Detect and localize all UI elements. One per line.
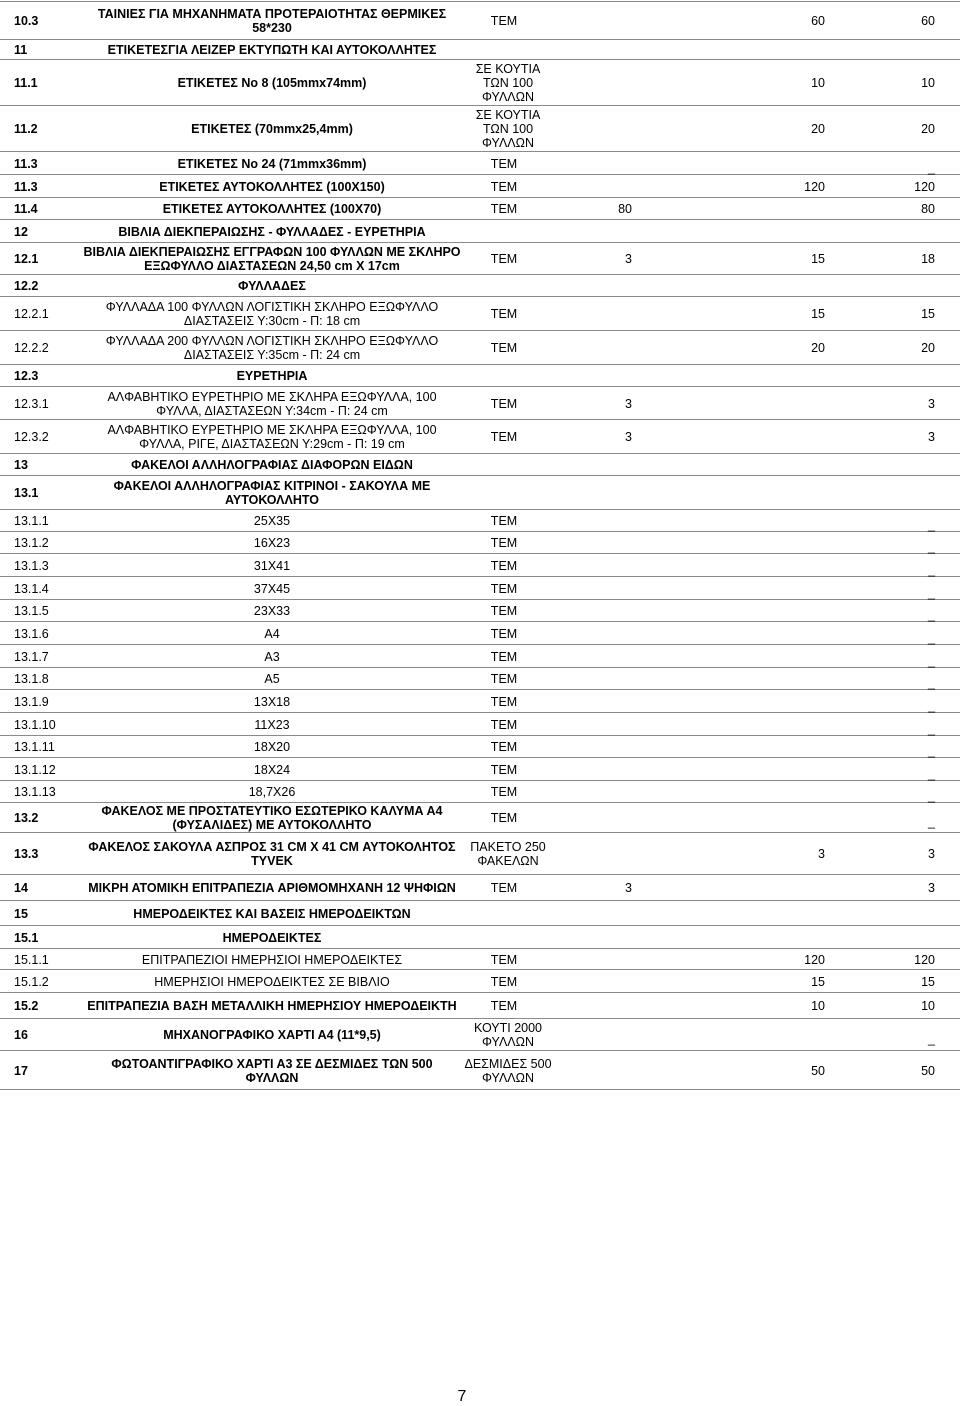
quantity-2: 50 xyxy=(811,1063,825,1078)
row-divider xyxy=(0,475,960,476)
item-description: ΕΠΙΤΡΑΠΕΖΙΑ ΒΑΣΗ ΜΕΤΑΛΛΙΚΗ ΗΜΕΡΗΣΙΟΥ ΗΜΕΡΟΔΕΙΚΤΗ xyxy=(87,999,457,1013)
item-code: 11.3 xyxy=(14,179,38,194)
item-description: 18,7Χ26 xyxy=(248,785,296,799)
item-code: 11.4 xyxy=(14,202,38,216)
item-unit: ΚΟΥΤΙ 2000 xyxy=(474,1021,542,1035)
quantity-2: 20 xyxy=(811,341,825,355)
row-divider xyxy=(0,39,960,40)
row-divider xyxy=(0,553,960,554)
item-description: 58*230 xyxy=(252,21,292,35)
item-code: 12.2.1 xyxy=(14,307,49,321)
item-description: ΕΤΙΚΕΤΕΣ ΑΥΤΟΚΟΛΛΗΤΕΣ (100Χ150) xyxy=(159,179,385,194)
quantity-2: 120 xyxy=(804,179,825,194)
item-code: 13.1.2 xyxy=(14,536,49,550)
item-description: ΜΙΚΡΗ ΑΤΟΜΙΚΗ ΕΠΙΤΡΑΠΕΖΙΑ ΑΡΙΘΜΟΜΗΧΑΝΗ 12 ΨΗΦΙΩΝ xyxy=(88,881,456,895)
quantity-2: 60 xyxy=(811,14,825,28)
quantity-total: _ xyxy=(928,815,935,829)
row-divider xyxy=(0,274,960,275)
item-unit: ΤΕΜ xyxy=(490,672,518,686)
row-divider xyxy=(0,576,960,577)
row-divider xyxy=(0,330,960,331)
row-divider xyxy=(0,780,960,781)
item-code: 13.1.1 xyxy=(14,514,49,528)
item-unit: ΔΕΣΜΙΔΕΣ 500 xyxy=(464,1056,552,1071)
quantity-total: 50 xyxy=(921,1063,935,1078)
quantity-total: 20 xyxy=(921,122,935,136)
quantity-total: 15 xyxy=(921,974,935,989)
row-divider xyxy=(0,1,960,2)
quantity-total: 20 xyxy=(921,341,935,355)
row-divider xyxy=(0,757,960,758)
quantity-total: 80 xyxy=(921,202,935,216)
item-description: ΕΞΩΦΥΛΛΟ ΔΙΑΣΤΑΣΕΩΝ 24,50 cm Χ 17cm xyxy=(144,259,400,273)
quantity-total: _ xyxy=(928,562,935,577)
item-unit: ΦΥΛΛΩΝ xyxy=(481,1035,535,1049)
row-divider xyxy=(0,509,960,510)
quantity-total: _ xyxy=(928,518,935,532)
item-unit: ΦΑΚΕΛΩΝ xyxy=(477,854,539,868)
item-description: ΦΑΚΕΛΟΙ ΑΛΛΗΛΟΓΡΑΦΙΑΣ ΚΙΤΡΙΝΟΙ - ΣΑΚΟΥΛΑ ΜΕ xyxy=(113,479,431,493)
quantity-2: 15 xyxy=(811,252,825,266)
item-code: 13.1.9 xyxy=(14,694,49,709)
item-unit: ΤΕΜ xyxy=(490,626,518,641)
row-divider xyxy=(0,174,960,175)
item-description: TYVEK xyxy=(251,854,293,868)
row-divider xyxy=(0,925,960,926)
item-unit: ΤΩΝ 100 xyxy=(482,76,534,90)
item-unit: ΤΕΜ xyxy=(490,252,518,266)
item-code: 13.1.6 xyxy=(14,626,49,641)
quantity-total: 3 xyxy=(928,881,935,895)
row-divider xyxy=(0,197,960,198)
quantity-total: 15 xyxy=(921,307,935,321)
item-description: ΦΑΚΕΛΟΣ ΣΑΚΟΥΛΑ ΑΣΠΡΟΣ 31 CM X 41 CM ΑΥΤΟΚΟΛΗΤΟΣ xyxy=(88,840,456,854)
item-description: ΕΤΙΚΕΤΕΣ Νο 24 (71mmx36mm) xyxy=(177,156,367,171)
item-unit: ΤΕΜ xyxy=(490,604,518,618)
item-unit: ΤΕΜ xyxy=(490,952,518,967)
item-description: 37Χ45 xyxy=(253,581,291,596)
item-description: ΕΥΡΕΤΗΡΙΑ xyxy=(236,369,308,383)
row-divider xyxy=(0,531,960,532)
row-divider xyxy=(0,735,960,736)
item-code: 12.1 xyxy=(14,252,39,266)
item-code: 13.1.11 xyxy=(14,740,55,754)
item-description: ΦΥΛΛΑΔΑ 100 ΦΥΛΛΩΝ ΛΟΓΙΣΤΙΚΗ ΣΚΛΗΡΟ ΕΞΩΦΥΛΛΟ xyxy=(105,300,439,314)
quantity-total: _ xyxy=(928,676,935,690)
row-divider xyxy=(0,802,960,803)
row-divider xyxy=(0,689,960,690)
item-description: ΕΤΙΚΕΤΕΣ ΑΥΤΟΚΟΛΛΗΤΕΣ (100Χ70) xyxy=(162,202,382,216)
item-description: ΤΑΙΝΙΕΣ ΓΙΑ ΜΗΧΑΝΗΜΑΤΑ ΠΡΟΤΕΡΑΙΟΤΗΤΑΣ ΘΕΡΜΙΚΕΣ xyxy=(97,7,447,21)
quantity-total: _ xyxy=(928,585,935,600)
row-divider xyxy=(0,105,960,106)
item-unit: ΤΕΜ xyxy=(490,156,518,171)
item-description: ΜΗΧΑΝΟΓΡΑΦΙΚΟ ΧΑΡΤΙ Α4 (11*9,5) xyxy=(163,1028,381,1042)
item-description: ΕΤΙΚΕΤΕΣΓΙΑ ΛΕΙΖΕΡ ΕΚΤΥΠΩΤΗ ΚΑΙ ΑΥΤΟΚΟΛΛΗΤΕΣ xyxy=(107,43,437,57)
item-description: ΔΙΑΣΤΑΣΕΙΣ Υ:30cm - Π: 18 cm xyxy=(183,314,361,328)
item-description: Α4 xyxy=(264,626,280,641)
item-description: 25Χ35 xyxy=(253,514,291,528)
quantity-total: 10 xyxy=(921,999,935,1013)
row-divider xyxy=(0,219,960,220)
item-code: 11.1 xyxy=(14,76,38,90)
item-code: 12.3 xyxy=(14,369,39,383)
row-divider xyxy=(0,644,960,645)
item-code: 12.3.2 xyxy=(14,430,49,444)
item-unit: ΦΥΛΛΩΝ xyxy=(481,1070,535,1085)
item-unit: ΤΕΜ xyxy=(490,694,518,709)
quantity-total: 120 xyxy=(914,952,935,967)
quantity-total: _ xyxy=(928,744,935,758)
item-unit: ΤΕΜ xyxy=(490,881,518,895)
item-unit: ΤΕΜ xyxy=(490,514,518,528)
item-unit: ΤΕΜ xyxy=(490,307,518,321)
item-code: 13.2 xyxy=(14,811,39,825)
row-divider xyxy=(0,969,960,970)
quantity-total: _ xyxy=(928,608,935,622)
quantity-total: _ xyxy=(928,698,935,713)
quantity-total: 3 xyxy=(928,847,935,861)
item-description: ΦΑΚΕΛΟΣ ΜΕ ΠΡΟΣΤΑΤΕΥΤΙΚΟ ΕΣΩΤΕΡΙΚΟ ΚΑΛΥΜΑ Α4 xyxy=(101,804,443,818)
row-divider xyxy=(0,621,960,622)
item-unit: ΤΕΜ xyxy=(490,179,518,194)
item-unit: ΣΕ ΚΟΥΤΙΑ xyxy=(475,108,541,122)
quantity-2: 15 xyxy=(811,974,825,989)
quantity-total: _ xyxy=(928,630,935,645)
item-code: 12.3.1 xyxy=(14,396,49,411)
quantity-2: 120 xyxy=(804,952,825,967)
item-description: ΕΤΙΚΕΤΕΣ Νο 8 (105mmx74mm) xyxy=(177,76,367,90)
item-code: 13.1.7 xyxy=(14,649,49,664)
quantity-total: _ xyxy=(928,721,935,736)
quantity-total: 120 xyxy=(914,179,935,194)
item-code: 14 xyxy=(14,881,28,895)
quantity-1: 80 xyxy=(618,202,632,216)
item-description: ΦΩΤΟΑΝΤΙΓΡΑΦΙΚΟ ΧΑΡΤΙ Α3 ΣΕ ΔΕΣΜΙΔΕΣ ΤΩΝ 500 xyxy=(111,1056,433,1071)
quantity-2: 10 xyxy=(811,76,825,90)
quantity-total: _ xyxy=(928,653,935,668)
quantity-1: 3 xyxy=(625,881,632,895)
item-unit: ΤΕΜ xyxy=(490,785,518,799)
item-unit: ΤΕΜ xyxy=(490,430,518,444)
item-unit: ΠΑΚΕΤΟ 250 xyxy=(470,840,546,854)
item-description: 31Χ41 xyxy=(253,558,291,573)
item-code: 12 xyxy=(14,224,28,239)
item-code: 13.1.10 xyxy=(14,717,56,732)
row-divider xyxy=(0,992,960,993)
quantity-2: 10 xyxy=(811,999,825,1013)
row-divider xyxy=(0,453,960,454)
item-code: 13.1.12 xyxy=(14,762,56,777)
row-divider xyxy=(0,599,960,600)
item-description: 16Χ23 xyxy=(253,536,291,550)
quantity-total: 10 xyxy=(921,76,935,90)
item-unit: ΣΕ ΚΟΥΤΙΑ xyxy=(475,62,541,76)
quantity-2: 3 xyxy=(818,847,825,861)
item-description: ΕΠΙΤΡΑΠΕΖΙΟΙ ΗΜΕΡΗΣΙΟΙ ΗΜΕΡΟΔΕΙΚΤΕΣ xyxy=(141,952,403,967)
item-unit: ΤΕΜ xyxy=(490,811,518,825)
item-description: ΦΥΛΛΑΔΕΣ xyxy=(238,279,306,293)
item-code: 13 xyxy=(14,458,28,472)
item-code: 15.1.1 xyxy=(14,952,49,967)
quantity-1: 3 xyxy=(625,252,632,266)
quantity-total: _ xyxy=(928,1032,935,1046)
item-code: 15.2 xyxy=(14,999,39,1013)
row-divider xyxy=(0,59,960,60)
row-divider xyxy=(0,151,960,152)
item-code: 12.2 xyxy=(14,279,39,293)
item-description: ΑΛΦΑΒΗΤΙΚΟ ΕΥΡΕΤΗΡΙΟ ΜΕ ΣΚΛΗΡΑ ΕΞΩΦΥΛΛΑ, 100 xyxy=(107,423,437,437)
item-unit: ΤΕΜ xyxy=(490,581,518,596)
item-code: 10.3 xyxy=(14,14,39,28)
quantity-total: 3 xyxy=(928,430,935,444)
item-description: ΦΥΛΛΑ, ΔΙΑΣΤΑΣΕΩΝ Υ:34cm - Π: 24 cm xyxy=(156,403,388,418)
item-description: ΒΙΒΛΙΑ ΔΙΕΚΠΕΡΑΙΩΣΗΣ ΕΓΓΡΑΦΩΝ 100 ΦΥΛΛΩΝ ΜΕ ΣΚΛΗΡΟ xyxy=(83,245,461,259)
item-unit: ΤΕΜ xyxy=(490,341,518,355)
item-unit: ΤΕΜ xyxy=(490,649,518,664)
item-code: 15.1 xyxy=(14,930,39,945)
row-divider xyxy=(0,242,960,243)
item-description: ΒΙΒΛΙΑ ΔΙΕΚΠΕΡΑΙΩΣΗΣ - ΦΥΛΛΑΔΕΣ - ΕΥΡΕΤΗΡΙΑ xyxy=(118,224,426,239)
item-description: ΦΥΛΛΑΔΑ 200 ΦΥΛΛΩΝ ΛΟΓΙΣΤΙΚΗ ΣΚΛΗΡΟ ΕΞΩΦΥΛΛΟ xyxy=(105,334,439,348)
row-divider xyxy=(0,386,960,387)
row-divider xyxy=(0,900,960,901)
quantity-1: 3 xyxy=(625,396,632,411)
item-code: 13.1.4 xyxy=(14,581,49,596)
item-description: ΗΜΕΡΗΣΙΟΙ ΗΜΕΡΟΔΕΙΚΤΕΣ ΣΕ ΒΙΒΛΙΟ xyxy=(154,974,390,989)
row-divider xyxy=(0,832,960,833)
item-description: ΗΜΕΡΟΔΕΙΚΤΕΣ xyxy=(222,930,322,945)
quantity-total: 3 xyxy=(928,396,935,411)
row-divider xyxy=(0,667,960,668)
quantity-total: _ xyxy=(928,766,935,781)
item-description: ΕΤΙΚΕΤΕΣ (70mmx25,4mm) xyxy=(191,122,353,136)
quantity-1: 3 xyxy=(625,430,632,444)
item-unit: ΤΕΜ xyxy=(490,762,518,777)
item-description: 18Χ24 xyxy=(253,762,291,777)
item-unit: ΦΥΛΛΩΝ xyxy=(481,90,535,104)
item-code: 13.1 xyxy=(14,486,39,500)
item-unit: ΤΕΜ xyxy=(490,396,518,411)
page-number: 7 xyxy=(457,1388,467,1405)
row-divider xyxy=(0,364,960,365)
row-divider xyxy=(0,712,960,713)
item-code: 13.1.5 xyxy=(14,604,49,618)
item-unit: ΤΕΜ xyxy=(490,558,518,573)
item-description: ΑΛΦΑΒΗΤΙΚΟ ΕΥΡΕΤΗΡΙΟ ΜΕ ΣΚΛΗΡΑ ΕΞΩΦΥΛΛΑ, 100 xyxy=(107,389,437,404)
item-description: ΦΑΚΕΛΟΙ ΑΛΛΗΛΟΓΡΑΦΙΑΣ ΔΙΑΦΟΡΩΝ ΕΙΔΩΝ xyxy=(131,458,413,472)
item-unit: ΤΕΜ xyxy=(490,740,518,754)
item-code: 13.1.13 xyxy=(14,785,56,799)
item-description: Α5 xyxy=(264,672,280,686)
item-description: ΗΜΕΡΟΔΕΙΚΤΕΣ ΚΑΙ ΒΑΣΕΙΣ ΗΜΕΡΟΔΕΙΚΤΩΝ xyxy=(133,906,411,921)
item-description: ΑΥΤΟΚΟΛΛΗΤΟ xyxy=(224,493,320,507)
item-unit: ΦΥΛΛΩΝ xyxy=(481,136,535,150)
quantity-total: 18 xyxy=(921,252,935,266)
row-divider xyxy=(0,1018,960,1019)
item-code: 17 xyxy=(14,1063,28,1078)
row-divider xyxy=(0,1050,960,1051)
item-code: 15.1.2 xyxy=(14,974,49,989)
item-unit: ΤΕΜ xyxy=(490,202,518,216)
item-description: ΔΙΑΣΤΑΣΕΙΣ Υ:35cm - Π: 24 cm xyxy=(183,348,361,362)
item-unit: ΤΕΜ xyxy=(490,717,518,732)
quantity-total: _ xyxy=(928,160,935,175)
item-unit: ΤΕΜ xyxy=(490,14,518,28)
item-unit: ΤΕΜ xyxy=(490,999,518,1013)
item-description: 13Χ18 xyxy=(253,694,291,709)
quantity-total: _ xyxy=(928,540,935,554)
item-code: 11 xyxy=(14,43,28,57)
row-divider xyxy=(0,296,960,297)
item-code: 11.2 xyxy=(14,122,38,136)
item-code: 13.1.8 xyxy=(14,672,49,686)
item-unit: ΤΕΜ xyxy=(490,974,518,989)
item-code: 12.2.2 xyxy=(14,341,49,355)
quantity-2: 15 xyxy=(811,307,825,321)
row-divider xyxy=(0,419,960,420)
row-divider xyxy=(0,948,960,949)
quantity-total: _ xyxy=(928,789,935,803)
row-divider xyxy=(0,874,960,875)
item-description: ΦΥΛΛΩΝ xyxy=(245,1070,299,1085)
item-unit: ΤΕΜ xyxy=(490,536,518,550)
item-description: 18Χ20 xyxy=(253,740,291,754)
item-description: 23Χ33 xyxy=(253,604,291,618)
item-description: (ΦΥΣΑΛΙΔΕΣ) ΜΕ ΑΥΤΟΚΟΛΛΗΤΟ xyxy=(172,818,372,832)
item-code: 13.1.3 xyxy=(14,558,49,573)
item-code: 16 xyxy=(14,1028,28,1042)
item-code: 15 xyxy=(14,906,28,921)
item-description: 11Χ23 xyxy=(254,717,290,732)
item-code: 11.3 xyxy=(14,156,38,171)
item-unit: ΤΩΝ 100 xyxy=(482,122,534,136)
quantity-total: 60 xyxy=(921,14,935,28)
item-description: Α3 xyxy=(264,649,280,664)
quantity-2: 20 xyxy=(811,122,825,136)
item-code: 13.3 xyxy=(14,847,39,861)
row-divider xyxy=(0,1089,960,1090)
item-description: ΦΥΛΛΑ, ΡΙΓΕ, ΔΙΑΣΤΑΣΕΩΝ Υ:29cm - Π: 19 cm xyxy=(139,437,405,451)
